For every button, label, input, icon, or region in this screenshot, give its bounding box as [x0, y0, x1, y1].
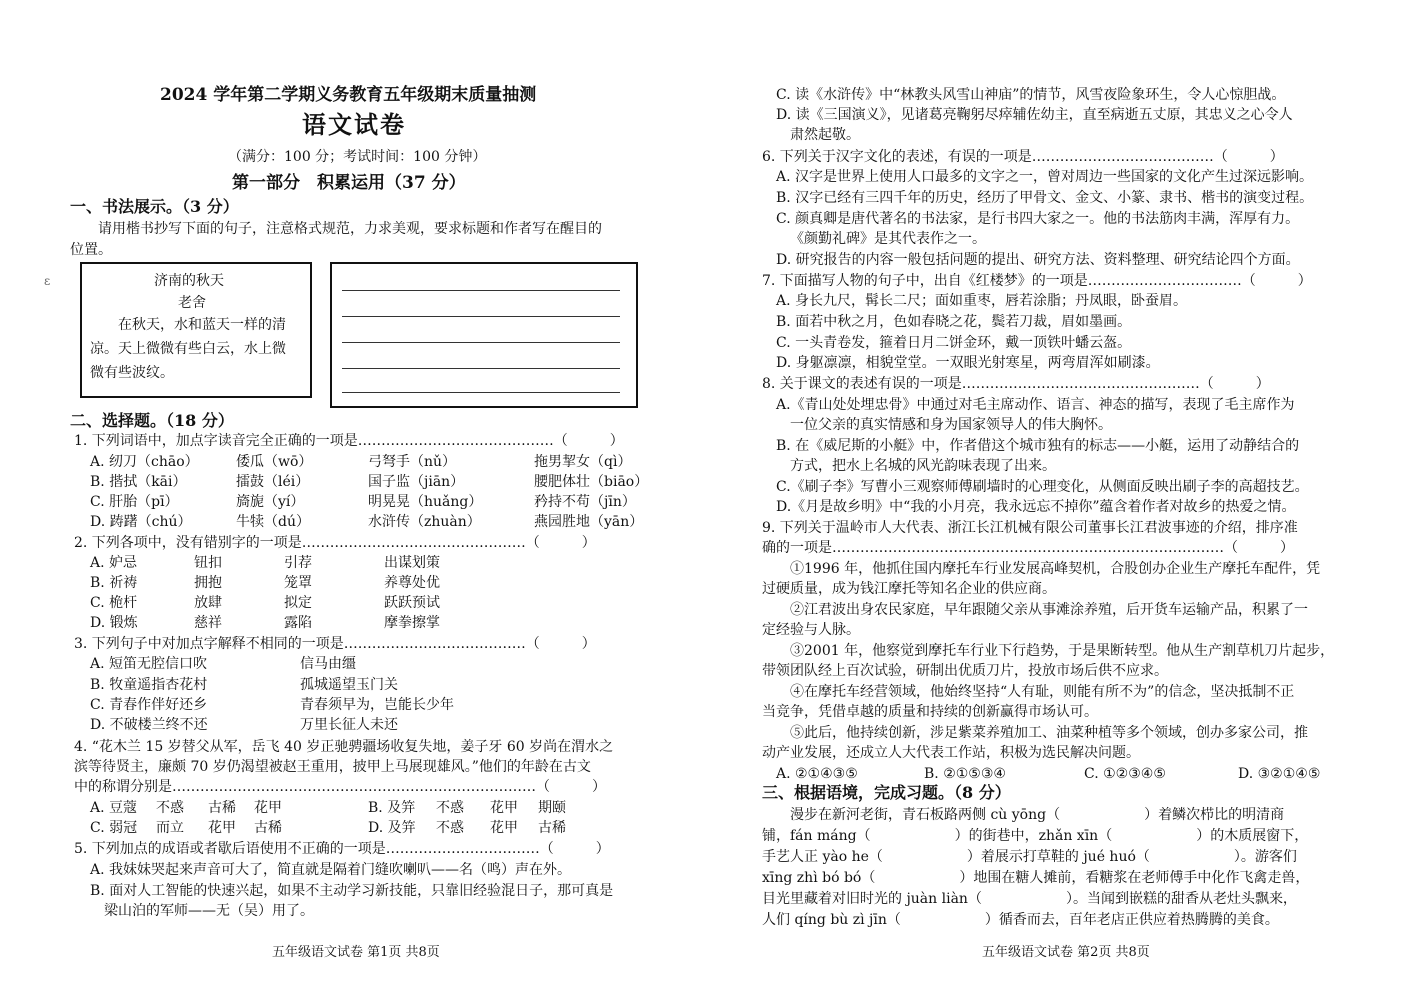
q2-word: 笼罩	[284, 575, 312, 591]
exam-page-2	[706, 0, 1413, 1000]
question-6: 6. 下列关于汉字文化的表述，有误的一项是…………………………………（ ）	[762, 149, 1284, 165]
q8-option[interactable]: B. 在《威尼斯的小艇》中，作者借这个城市独有的标志——小艇，运用了动静结合的	[776, 438, 1300, 454]
q1-word: 国子监（jiān）	[368, 474, 465, 490]
q3-phrase: 孤城遥望玉门关	[300, 677, 398, 693]
q2-option[interactable]: A. 妒忌	[90, 555, 138, 571]
writing-line	[342, 368, 620, 369]
q5-option-b-line-2: 梁山泊的军师——无（吴）用了。	[104, 903, 314, 919]
q1-word: 牛犊（dú）	[236, 514, 310, 530]
writing-line	[342, 392, 620, 393]
q8-option[interactable]: D.《月是故乡明》中“我的小月亮，我永远忘不掉你”蕴含着作者对故乡的热爱之情。	[776, 499, 1296, 515]
q1-word: 水浒传（zhuàn）	[368, 514, 481, 530]
q3-phrase: 信马由缰	[300, 656, 356, 672]
calligraphy-writing-box[interactable]	[330, 262, 638, 408]
q9-item-continuation: 动产业发展，还成立人大代表工作站，积极为选民解决问题。	[762, 745, 1140, 761]
q2-word: 拥抱	[194, 575, 222, 591]
q1-word: 倭瓜（wō）	[236, 454, 313, 470]
q1-word: 燕园胜地（yān）	[534, 514, 644, 530]
q4-option[interactable]: D. 及笄	[368, 820, 416, 836]
question-4-line-3: 中的称谓分别是……………………………………………………………………（ ）	[74, 779, 606, 795]
q5-option-c[interactable]: C. 读《水浒传》中“林教头风雪山神庙”的情节，风雪夜险象环生，令人心惊胆战。	[776, 87, 1286, 103]
q2-word: 跃跃预试	[384, 595, 440, 611]
q1-word: 明晃晃（huǎng）	[368, 494, 483, 510]
writing-line	[342, 290, 620, 291]
q9-item-continuation: 过硬质量，成为钱江摩托等知名企业的供应商。	[762, 581, 1056, 597]
q5-option-d-line-2: 肃然起敬。	[790, 127, 860, 143]
question-4-line-1: 4. “花木兰 15 岁替父从军，岳飞 40 岁正驰骋疆场收复失地，姜子牙 60 岁尚在渭水之	[74, 739, 614, 755]
q7-option[interactable]: D. 身躯凛凛，相貌堂堂。一双眼光射寒星，两弯眉浑如刷漆。	[776, 355, 1160, 371]
q1-option[interactable]: D. 踌躇（chú）	[90, 514, 192, 530]
exam-subtitle: 语文试卷	[302, 110, 406, 139]
question-4-line-2: 滨等待贤主，廉颇 70 岁仍渴望被赵王重用，披甲上马展现雄风。”他们的年龄在古文	[74, 759, 591, 775]
q6-option[interactable]: A. 汉字是世界上使用人口最多的文字之一，曾对周边一些国家的文化产生过深远影响。	[776, 169, 1314, 185]
q1-option[interactable]: B. 揩拭（kāi）	[90, 474, 187, 490]
q3-option[interactable]: A. 短笛无腔信口吹	[90, 656, 208, 672]
question-9-line-1: 9. 下列关于温岭市人大代表、浙江长江机械有限公司董事长江君波事迹的介绍，排序准	[762, 520, 1298, 536]
q8-option[interactable]: C.《刷子李》写曹小三观察师傅刷墙时的心理变化，从侧面反映出刷子李的高超技艺。	[776, 479, 1309, 495]
q7-option[interactable]: A. 身长九尺，髯长二尺；面如重枣，唇若涂脂；丹凤眼，卧蚕眉。	[776, 293, 1188, 309]
section-2-heading: 二、选择题。（18 分）	[70, 411, 234, 430]
sample-line-1: 在秋天，水和蓝天一样的清	[118, 317, 286, 333]
q4-option[interactable]: A. 豆蔻	[90, 800, 138, 816]
q5-option-b-line-1[interactable]: B. 面对人工智能的快速兴起，如果不主动学习新技能，只靠旧经验混日子，那可真是	[90, 883, 614, 899]
q2-word: 出谋划策	[384, 555, 440, 571]
q9-item: ③2001 年，他察觉到摩托车行业下行趋势，于是果断转型。他从生产割草机刀片起步，	[790, 643, 1335, 659]
q4-word: 期颐	[538, 800, 566, 816]
sample-title: 济南的秋天	[154, 273, 224, 289]
question-9-line-2: 确的一项是…………………………………………………………………………（ ）	[762, 540, 1294, 556]
q6-option[interactable]: B. 汉字已经有三四千年的历史，经历了甲骨文、金文、小篆、隶书、楷书的演变过程。	[776, 190, 1314, 206]
writing-line	[342, 316, 620, 317]
q8-option-continuation: 一位父亲的真实情感和身为国家领导人的伟大胸怀。	[790, 417, 1112, 433]
question-5: 5. 下列加点的成语或者歇后语使用不正确的一项是……………………………（ ）	[74, 841, 610, 857]
q2-word: 摩拳擦掌	[384, 615, 440, 631]
q2-word: 引荐	[284, 555, 312, 571]
q4-word: 古稀	[254, 820, 282, 836]
q9-item: ①1996 年，他抓住国内摩托车行业发展高峰契机，合股创办企业生产摩托车配件，凭	[790, 561, 1321, 577]
q4-word: 不惑	[436, 820, 464, 836]
q2-word: 慈祥	[194, 615, 222, 631]
page-1-footer: 五年级语文试卷 第1页 共8页	[272, 945, 440, 960]
q2-word: 养尊处优	[384, 575, 440, 591]
q1-word: 矜持不苟（jīn）	[534, 494, 636, 510]
q1-option[interactable]: A. 纫刀（chāo）	[90, 454, 199, 470]
q6-option[interactable]: C. 颜真卿是唐代著名的书法家，是行书四大家之一。他的书法筋肉丰满，浑厚有力。	[776, 211, 1300, 227]
q4-option[interactable]: C. 弱冠	[90, 820, 138, 836]
q4-word: 不惑	[436, 800, 464, 816]
q9-option[interactable]: D. ③②①④⑤	[1238, 766, 1321, 782]
q2-word: 放肆	[194, 595, 222, 611]
section-1-instruction-2: 位置。	[70, 242, 112, 258]
q1-word: 弓弩手（nǔ）	[368, 454, 457, 470]
pinyin-passage-line[interactable]: xīng zhì bó bó（ ）地围在糖人摊前，看糖浆在老师傅手中化作飞禽走兽，	[762, 870, 1310, 886]
q9-option[interactable]: B. ②①⑤③④	[924, 766, 1006, 782]
q1-option[interactable]: C. 肝胎（pī）	[90, 494, 179, 510]
q7-option[interactable]: B. 面若中秋之月，色如春晓之花，鬓若刀裁，眉如墨画。	[776, 314, 1132, 330]
sample-line-2: 凉。天上微微有些白云，水上微	[90, 341, 286, 357]
exam-meta: （满分：100 分；考试时间：100 分钟）	[228, 149, 487, 165]
question-7: 7. 下面描写人物的句子中，出自《红楼梦》的一项是……………………………（ ）	[762, 273, 1312, 289]
q3-phrase: 青春须早为，岂能长少年	[300, 697, 454, 713]
question-8: 8. 关于课文的表述有误的一项是……………………………………………（ ）	[762, 376, 1270, 392]
q9-item-continuation: 带领团队经上百次试验，研制出优质刀片，投放市场后供不应求。	[762, 663, 1168, 679]
q9-option[interactable]: C. ①②③④⑤	[1084, 766, 1166, 782]
page-2-footer: 五年级语文试卷 第2页 共8页	[982, 945, 1150, 960]
q1-word: 拖男挈女（qì）	[534, 454, 632, 470]
q5-option-d-line-1[interactable]: D. 读《三国演义》，见诸葛亮鞠躬尽瘁辅佐幼主，直至病逝五丈原，其忠义之心令人	[776, 107, 1293, 123]
q9-option[interactable]: A. ②①④③⑤	[776, 766, 858, 782]
q4-word: 花甲	[490, 820, 518, 836]
question-3: 3. 下列句子中对加点字解释不相同的一项是…………………………………（ ）	[74, 636, 596, 652]
section-1-instruction-1: 请用楷书抄写下面的句子，注意格式规范，力求美观，要求标题和作者写在醒目的	[98, 221, 602, 237]
q4-word: 花甲	[208, 820, 236, 836]
q9-item: ②江君波出身农民家庭，早年跟随父亲从事滩涂养殖，后开货车运输产品，积累了一	[790, 602, 1308, 618]
question-2: 2. 下列各项中，没有错别字的一项是…………………………………………（ ）	[74, 535, 596, 551]
q3-option[interactable]: B. 牧童遥指杏花村	[90, 677, 208, 693]
q2-option[interactable]: B. 祈祷	[90, 575, 138, 591]
part-1-heading: 第一部分 积累运用（37 分）	[232, 173, 466, 193]
sample-author: 老舍	[178, 295, 206, 311]
pinyin-passage-line[interactable]: 目光里藏着对旧时光的 juàn liàn（ ）。当闻到嵌糕的甜香从老灶头飘来，	[762, 891, 1297, 907]
q4-word: 花甲	[254, 800, 282, 816]
sample-line-3: 微有些波纹。	[90, 365, 174, 381]
q6-option-continuation: 《颜勤礼碑》是其代表作之一。	[790, 231, 986, 247]
q2-word: 拟定	[284, 595, 312, 611]
pinyin-passage-line[interactable]: 人们 qíng bù zì jīn（ ）循香而去，百年老店正供应着热腾腾的美食。	[762, 912, 1279, 928]
question-1: 1. 下列词语中，加点字读音完全正确的一项是……………………………………（ ）	[74, 433, 624, 449]
q6-option[interactable]: D. 研究报告的内容一般包括问题的提出、研究方法、资料整理、研究结论四个方面。	[776, 252, 1300, 268]
q1-word: 旖旎（yí）	[236, 494, 305, 510]
q1-word: 腰肥体壮（biāo）	[534, 474, 649, 490]
q2-word: 钮扣	[194, 555, 222, 571]
q9-item: ⑤此后，他持续创新，涉足紫菜养殖加工、油菜种植等多个领域，创办多家公司，推	[790, 725, 1308, 741]
q4-word: 而立	[156, 820, 184, 836]
exam-page-1	[0, 0, 706, 1000]
q5-option-a[interactable]: A. 我妹妹哭起来声音可大了，简直就是隔着门缝吹喇叭——名（鸣）声在外。	[90, 862, 572, 878]
q2-word: 露陷	[284, 615, 312, 631]
q8-option-continuation: 方式，把水上名城的风光韵味表现了出来。	[790, 458, 1056, 474]
exam-title: 2024 学年第二学期义务教育五年级期末质量抽测	[160, 85, 537, 105]
pinyin-passage-line[interactable]: 手艺人正 yào he（ ）着展示打草鞋的 jué huó（ ）。游客们	[762, 849, 1297, 865]
section-1-heading: 一、书法展示。（3 分）	[70, 197, 239, 216]
q4-word: 不惑	[156, 800, 184, 816]
q9-item: ④在摩托车经营领域，他始终坚持“人有耻，则能有所不为”的信念，坚决抵制不正	[790, 684, 1295, 700]
q2-option[interactable]: C. 桅杆	[90, 595, 138, 611]
q8-option[interactable]: A.《青山处处埋忠骨》中通过对毛主席动作、语言、神态的描写，表现了毛主席作为	[776, 397, 1295, 413]
pinyin-passage-line[interactable]: 漫步在新河老街，青石板路两侧 cù yōng（ ）着鳞次栉比的明清商	[790, 807, 1285, 823]
q4-option[interactable]: B. 及笄	[368, 800, 416, 816]
pinyin-passage-line[interactable]: 铺，fán máng（ ）的街巷中，zhǎn xīn（ ）的木质展窗下，	[762, 828, 1309, 844]
q2-option[interactable]: D. 锻炼	[90, 615, 138, 631]
q9-item-continuation: 当竞争，凭借卓越的质量和持续的创新赢得市场认可。	[762, 704, 1098, 720]
q9-item-continuation: 定经验与人脉。	[762, 622, 860, 638]
q1-word: 擂鼓（léi）	[236, 474, 310, 490]
q3-option[interactable]: D. 不破楼兰终不还	[90, 717, 208, 733]
q3-option[interactable]: C. 青春作伴好还乡	[90, 697, 208, 713]
q7-option[interactable]: C. 一头青卷发，箍着日月二饼金环，戴一顶铁叶蟠云盔。	[776, 335, 1132, 351]
q4-word: 古稀	[208, 800, 236, 816]
section-3-heading: 三、根据语境，完成习题。（8 分）	[762, 783, 1011, 802]
writing-line	[342, 342, 620, 343]
side-mark: ε	[44, 274, 51, 288]
q4-word: 花甲	[490, 800, 518, 816]
q4-word: 古稀	[538, 820, 566, 836]
q3-phrase: 万里长征人未还	[300, 717, 398, 733]
